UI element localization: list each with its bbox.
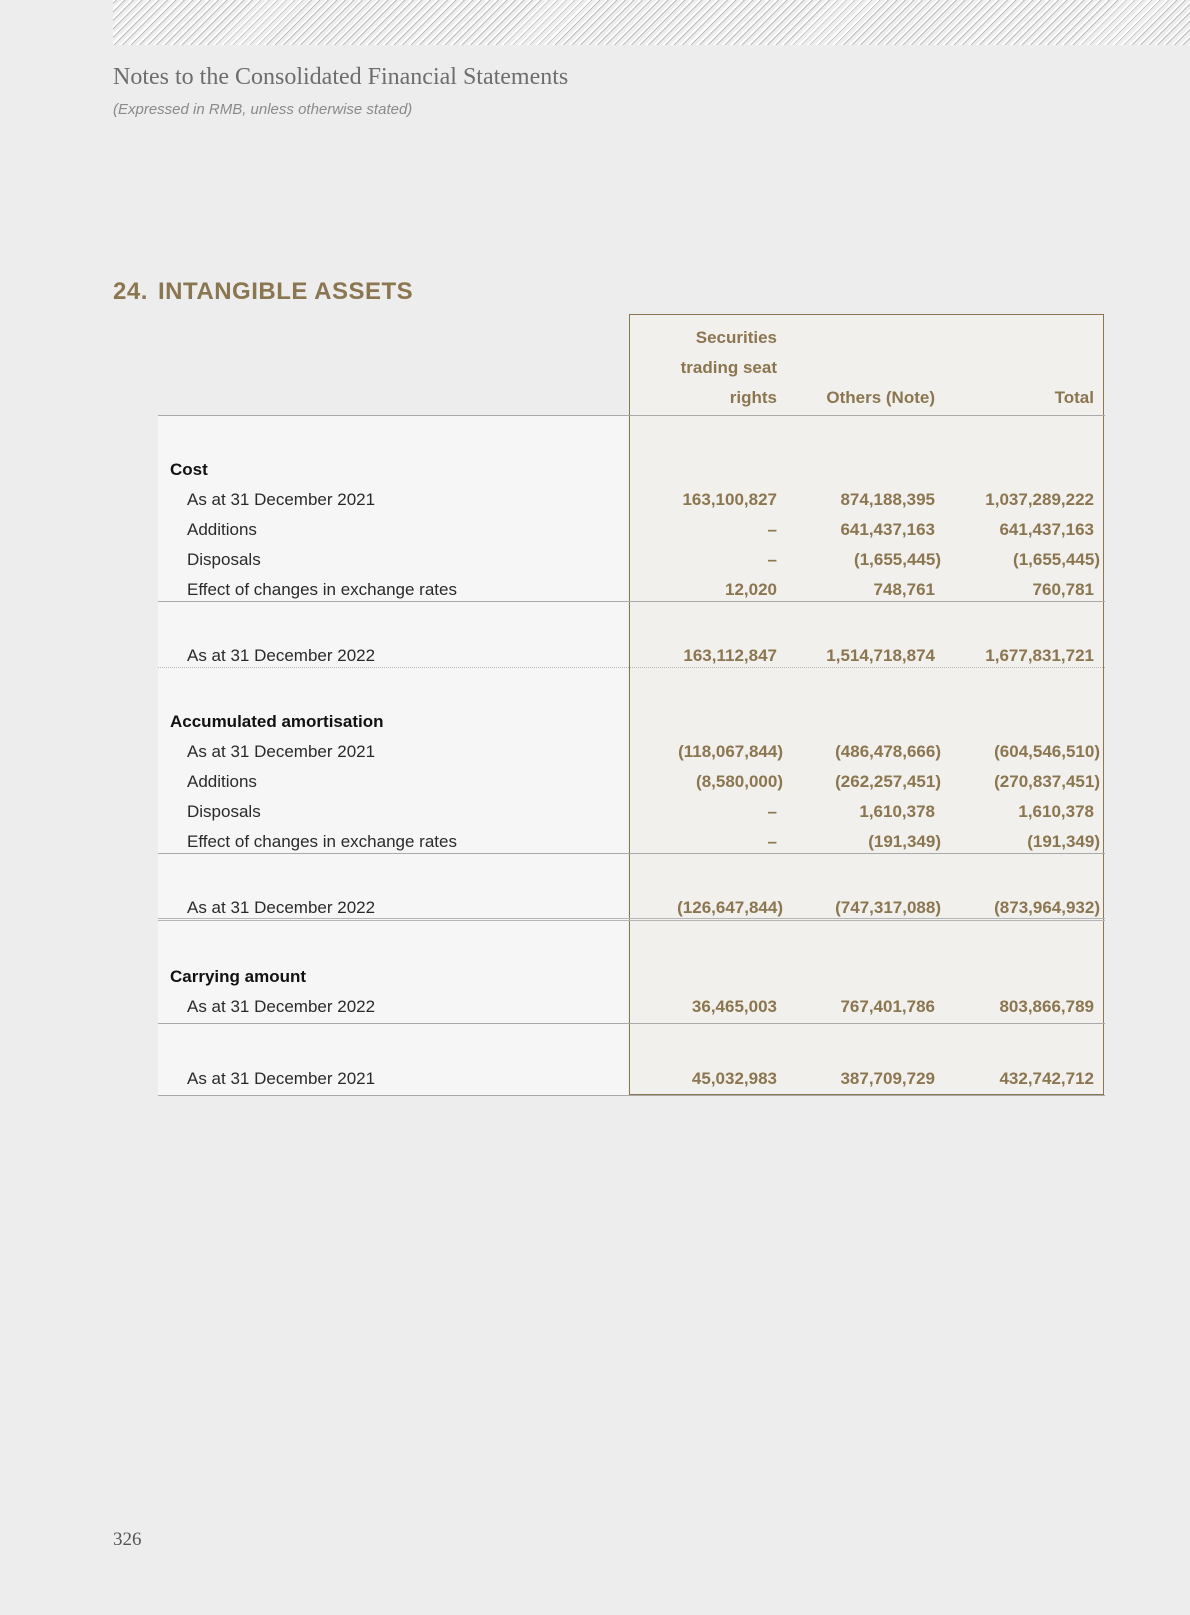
row-label: As at 31 December 2022: [187, 997, 376, 1016]
cell-securities: –: [767, 832, 777, 851]
cell-total: 432,742,712: [999, 1069, 1094, 1088]
table-row: [0, 797, 1190, 827]
cell-total: 803,866,789: [999, 997, 1094, 1016]
header-rule: [158, 415, 1105, 416]
cell-securities: 45,032,983: [691, 1069, 777, 1088]
table-row: [0, 827, 1190, 857]
cell-securities: 163,112,847: [683, 646, 777, 665]
cell-others: (1,655,445): [854, 550, 941, 569]
cell-securities: –: [767, 520, 777, 539]
cell-securities: –: [767, 550, 777, 569]
section-number: 24.: [113, 278, 148, 305]
row-label: As at 31 December 2022: [187, 898, 376, 917]
row-label: Effect of changes in exchange rates: [187, 832, 457, 851]
cell-others: 748,761: [873, 580, 935, 599]
cell-securities: (126,647,844): [677, 898, 783, 917]
table-row: [0, 515, 1190, 545]
table-row: [0, 962, 1190, 992]
cell-total: (873,964,932): [994, 898, 1100, 917]
table-row: [0, 485, 1190, 515]
cell-others: (747,317,088): [835, 898, 941, 917]
cell-others: (262,257,451): [835, 772, 941, 791]
cell-total: (270,837,451): [994, 772, 1100, 791]
cell-total: 760,781: [1032, 580, 1094, 599]
cell-others: 1,610,378: [859, 802, 935, 821]
cell-securities: 36,465,003: [691, 997, 777, 1016]
row-label: As at 31 December 2021: [187, 490, 376, 509]
amortisation-heading: Accumulated amortisation: [170, 712, 384, 731]
decorative-hatch-band: [113, 0, 1190, 45]
cell-others: 387,709,729: [840, 1069, 935, 1088]
cell-total: (1,655,445): [1013, 550, 1100, 569]
cost-heading: Cost: [170, 460, 208, 479]
column-header-securities-line1: Securities: [695, 328, 777, 347]
table-row: [0, 455, 1190, 485]
carrying-heading: Carrying amount: [170, 967, 307, 986]
table-row: [0, 707, 1190, 737]
cell-others: 641,437,163: [840, 520, 935, 539]
row-label: As at 31 December 2021: [187, 742, 376, 761]
row-label: Disposals: [187, 802, 261, 821]
table-row: [0, 575, 1190, 605]
row-label: Disposals: [187, 550, 261, 569]
column-header-securities: [681, 323, 777, 413]
cell-others: 1,514,718,874: [826, 646, 935, 665]
cell-total: (191,349): [1027, 832, 1100, 851]
carrying-2022-rule: [158, 1023, 1105, 1024]
cell-others: 767,401,786: [840, 997, 935, 1016]
cell-total: (604,546,510): [994, 742, 1100, 761]
table-row: [0, 737, 1190, 767]
cell-others: (486,478,666): [835, 742, 941, 761]
cell-securities: 163,100,827: [682, 490, 777, 509]
currency-note: (Expressed in RMB, unless otherwise stated): [113, 101, 413, 118]
column-header-securities-line3: rights: [729, 388, 777, 407]
cell-total: 1,037,289,222: [985, 490, 1094, 509]
cell-securities: (118,067,844): [678, 742, 783, 761]
running-title: Notes to the Consolidated Financial Statements: [113, 64, 569, 90]
column-header-others: Others (Note): [826, 388, 935, 407]
cell-securities: 12,020: [725, 580, 777, 599]
column-header-securities-line2: trading seat: [680, 358, 777, 377]
table-bottom-rule: [158, 1095, 1105, 1096]
table-row: [0, 641, 1190, 671]
row-label: Additions: [187, 520, 257, 539]
table-row: [0, 545, 1190, 575]
table-row: [0, 767, 1190, 797]
cell-total: 641,437,163: [999, 520, 1094, 539]
table-row: [0, 893, 1190, 923]
row-label: As at 31 December 2021: [187, 1069, 376, 1088]
table-row: [0, 992, 1190, 1022]
cell-securities: (8,580,000): [696, 772, 783, 791]
row-label: As at 31 December 2022: [187, 646, 376, 665]
cell-others: (191,349): [868, 832, 941, 851]
row-label: Additions: [187, 772, 257, 791]
cell-total: 1,610,378: [1018, 802, 1094, 821]
row-label: Effect of changes in exchange rates: [187, 580, 457, 599]
column-header-total: Total: [1054, 388, 1094, 407]
section-title-text: INTANGIBLE ASSETS: [158, 278, 414, 305]
cell-total: 1,677,831,721: [985, 646, 1094, 665]
section-title: [113, 278, 413, 306]
cell-securities: –: [767, 802, 777, 821]
table-row: [0, 1064, 1190, 1094]
page-number: 326: [113, 1529, 142, 1550]
cell-others: 874,188,395: [840, 490, 935, 509]
